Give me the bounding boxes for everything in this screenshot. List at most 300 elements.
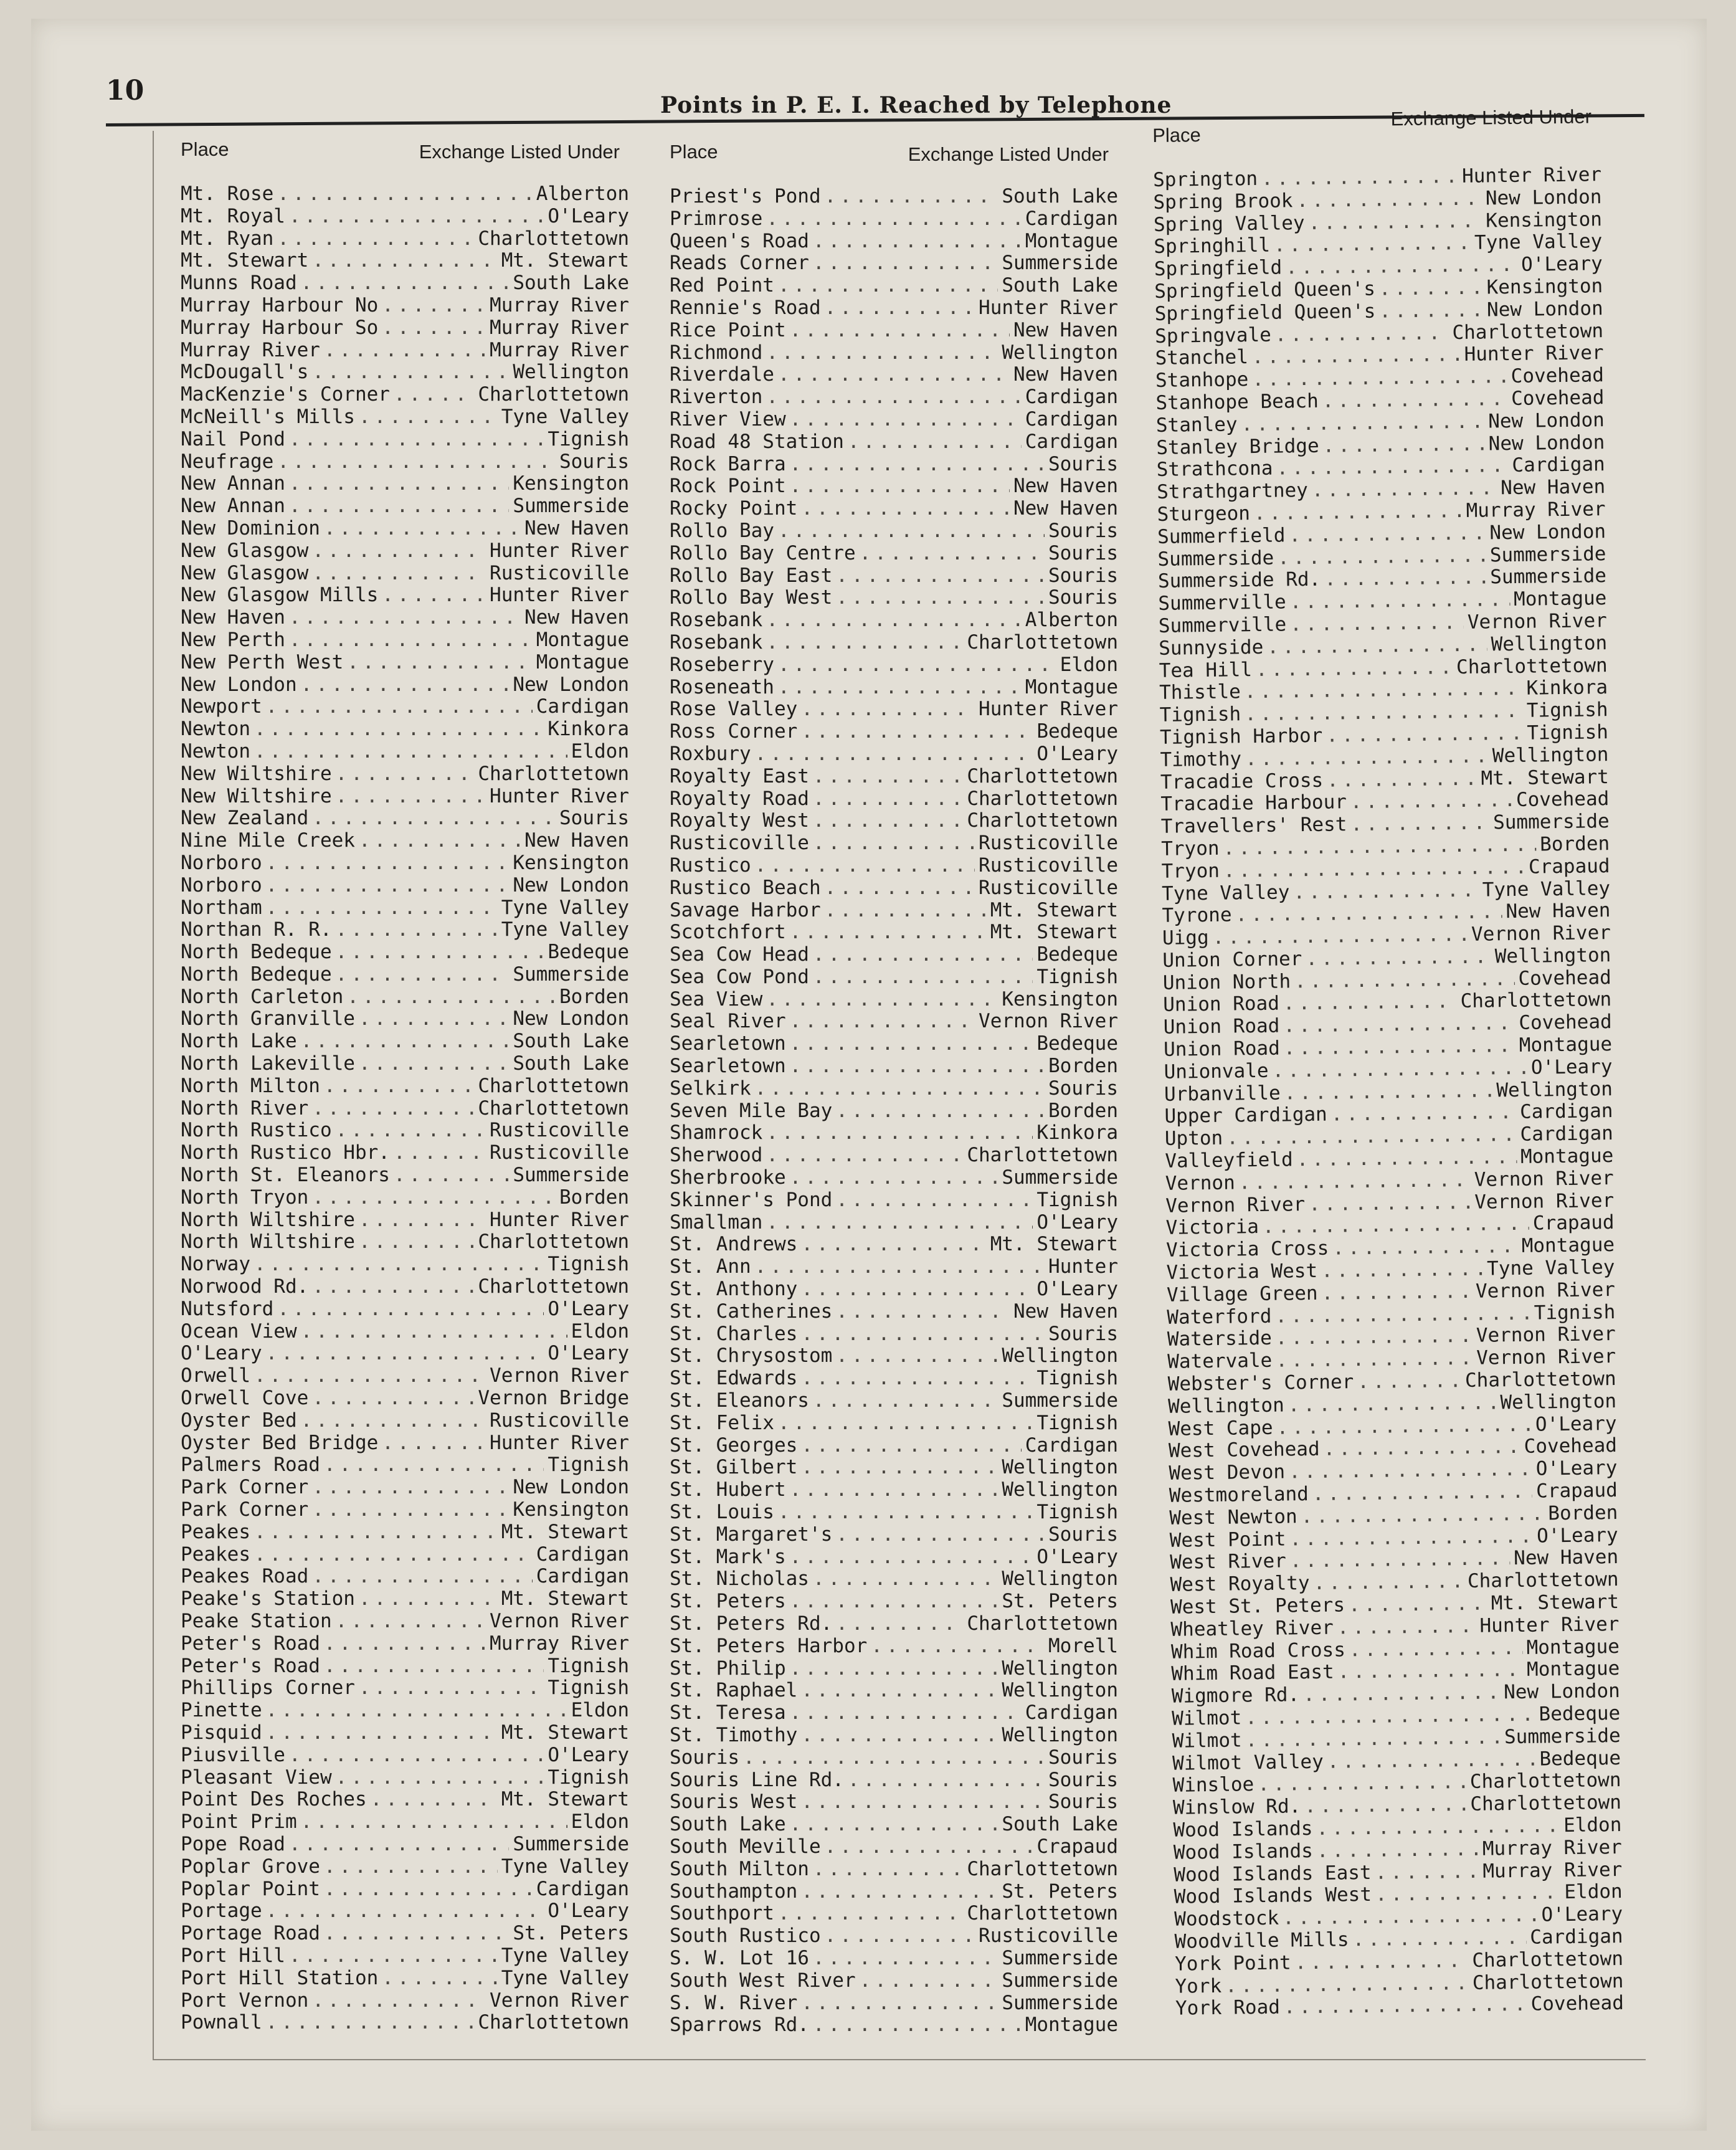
list-item [670,721,1118,743]
place-name: Waterford [1167,1305,1272,1329]
list-item [670,386,1118,409]
place-name: Rose Valley [670,698,798,721]
leader-dots [813,1948,998,1970]
place-name: Union Corner [1162,948,1302,972]
place-name: Wilmot [1172,1706,1242,1730]
exchange-name: Cardigan [1025,386,1118,409]
leader-dots [336,1767,544,1789]
exchange-name: Crapaud [1535,1479,1618,1503]
list-item [670,1457,1118,1479]
place-name: MacKenzie's Corner [181,383,390,406]
list-item [670,1501,1118,1524]
leader-dots [1317,1838,1479,1863]
leader-dots [836,1613,963,1635]
exchange-name: Souris [559,807,629,830]
leader-dots [836,1524,1045,1546]
leader-dots [359,1231,474,1253]
place-name: Wood Islands [1173,1817,1313,1842]
exchange-name: Charlottetown [478,2011,629,2034]
leader-dots [266,1700,567,1722]
leader-dots [289,1945,498,1967]
exchange-name: Summerside [1002,1969,1118,1992]
leader-dots [836,1301,1010,1323]
list-item [670,944,1118,966]
exchange-name: Charlottetown [1452,319,1604,344]
place-name: Timothy [1160,748,1242,771]
leader-dots [312,1276,474,1298]
exchange-name: Vernon River [1471,921,1611,946]
place-name: South Rustico [670,1924,821,1948]
leader-dots [801,1278,1033,1301]
leader-dots [289,429,544,451]
leader-dots [359,1677,544,1700]
list-item [181,986,629,1009]
leader-dots [1322,433,1484,457]
exchange-name: Montague [536,628,629,651]
list-item [670,677,1118,699]
exchange-name: Tyne Valley [501,1855,629,1878]
list-item [181,361,629,384]
place-name: Urbanville [1164,1082,1281,1106]
place-name: Roxbury [670,742,751,765]
exchange-name: Murray River [490,1632,629,1655]
exchange-name: Montague [536,650,629,673]
place-name: Rustico [670,854,751,877]
leader-dots [1312,477,1497,502]
leader-dots [848,431,1022,454]
leader-dots [1256,657,1453,682]
leader-dots [813,1858,963,1881]
leader-dots [254,1365,486,1387]
list-item [181,250,629,272]
list-item [670,431,1118,454]
leader-dots [382,584,486,607]
leader-dots [336,786,486,808]
leader-dots [277,1298,544,1321]
place-name: West Covehead [1168,1438,1320,1463]
exchange-name: Borden [1048,1055,1118,1078]
leader-dots [1286,254,1517,279]
leader-dots [336,1120,486,1142]
exchange-name: Eldon [1564,1880,1623,1904]
leader-dots [1331,1101,1517,1126]
place-name: Portage Road [181,1922,320,1945]
list-item [181,1834,629,1856]
list-item [181,1990,629,2012]
place-name: Peter's Road [181,1654,320,1677]
list-item [181,1499,629,1521]
exchange-name: Borden [1539,832,1610,856]
place-name: North Bedeque [181,963,332,986]
leader-dots [266,875,510,897]
place-name: North Milton [181,1074,320,1097]
list-item [670,1345,1118,1368]
exchange-name: Bedeque [1036,943,1118,966]
list-item [670,766,1118,788]
leader-dots [254,718,544,741]
leader-dots [813,766,963,788]
exchange-name: Souris [559,450,629,473]
leader-dots [766,342,998,364]
leader-dots [254,1253,544,1276]
entry-list [670,186,1118,2037]
place-name: Riverdale [670,363,774,386]
exchange-name: New London [1485,185,1602,210]
leader-dots [790,1658,998,1680]
exchange-name: New London [1486,297,1603,321]
place-name: Point Prim [181,1810,297,1834]
list-item [670,1033,1118,1055]
place-name: Winsloe [1172,1773,1255,1797]
list-item [181,1655,629,1678]
exchange-name: O'Leary [1535,1412,1617,1436]
list-item [670,1769,1118,1792]
leader-dots [301,272,510,295]
leader-dots [743,1747,1045,1769]
exchange-name: Vernon River [1467,609,1607,634]
place-name: Tyrone [1162,903,1232,928]
list-item [181,1811,629,1834]
leader-dots [801,1234,986,1256]
exchange-name: New London [1489,520,1606,545]
exchange-name: New Haven [1013,318,1118,341]
leader-dots [301,1321,567,1343]
exchange-name: New London [513,1007,629,1030]
list-item [670,1055,1118,1078]
leader-dots [1245,745,1489,771]
exchange-name: Tignish [1036,965,1118,988]
exchange-name: Montague [1521,1234,1615,1258]
exchange-name: Charlottetown [967,1902,1118,1925]
place-name: Pisquid [181,1721,262,1744]
exchange-name: Hunter [1048,1255,1118,1278]
exchange-name: Mt. Stewart [501,1587,629,1610]
place-name: St. Louis [670,1501,774,1524]
leader-dots [1283,1012,1515,1037]
leader-dots [347,652,532,674]
page-title: Points in P. E. I. Reached by Telephone [660,92,1172,118]
list-item [670,186,1118,208]
leader-dots [324,1633,486,1655]
leader-dots [312,1477,509,1499]
leader-dots [1352,1927,1526,1951]
leader-dots [394,384,474,406]
exchange-name: O'Leary [548,1297,629,1320]
list-item [181,340,629,362]
place-name: Springhill [1154,234,1271,259]
leader-dots [1289,1458,1532,1484]
exchange-name: Mt. Stewart [1481,765,1610,790]
place-name: Union Road [1163,992,1280,1017]
leader-dots [801,1323,1045,1346]
list-item [670,900,1118,922]
place-name: Murray Harbour No [181,293,379,316]
place-name: St. Gilbert [670,1456,798,1479]
place-name: Point Des Roches [181,1788,367,1811]
leader-dots [1263,1213,1529,1239]
list-item [181,1120,629,1142]
leader-dots [813,231,1022,253]
leader-dots [1276,1348,1473,1372]
list-item [670,1212,1118,1234]
leader-dots [312,361,509,384]
place-name: St. Eleanors [670,1389,809,1412]
list-item [181,897,629,920]
list-item [670,1368,1118,1390]
list-item [670,1702,1118,1724]
leader-dots [755,743,1033,766]
place-name: North Carleton [181,985,344,1008]
exchange-name: Summerside [1002,1946,1118,1969]
exchange-name: Covehead [1511,364,1605,388]
exchange-name: Bedeque [1539,1701,1621,1726]
leader-dots [301,1811,567,1834]
place-name: Road 48 Station [670,430,844,453]
leader-dots [1379,299,1483,323]
leader-dots [1235,901,1502,927]
leader-dots [860,1970,998,1992]
exchange-name: Vernon River [1474,1189,1615,1214]
list-item [670,2014,1118,2037]
list-item [670,1970,1118,1992]
leader-dots [1272,1057,1527,1083]
exchange-name: Vernon River [490,1989,629,2012]
exchange-name: New Haven [1013,363,1118,386]
list-item [670,1390,1118,1412]
place-name: Oyster Bed [181,1409,297,1432]
place-name: Sunnyside [1159,635,1264,660]
exchange-name: Eldon [571,1810,629,1834]
exchange-name: Mt. Stewart [990,898,1118,921]
exchange-name: Montague [1519,1033,1613,1057]
place-name: North Tryon [181,1186,309,1209]
leader-dots [836,1189,1033,1212]
exchange-name: Charlottetown [478,1275,629,1298]
exchange-name: Cardigan [1512,453,1605,477]
place-name: Selkirk [670,1077,751,1100]
place-name: York Point [1174,1951,1291,1976]
leader-dots [825,186,998,208]
list-item [181,875,629,897]
leader-dots [801,1791,1045,1814]
place-name: St. Hubert [670,1478,786,1501]
leader-dots [324,1878,533,1901]
exchange-name: Summerside [1504,1724,1621,1749]
place-name: Tea Hill [1159,658,1253,682]
exchange-name: O'Leary [1541,1903,1623,1926]
place-name: St. Edwards [670,1367,798,1390]
leader-dots [1349,1593,1487,1617]
leader-dots [277,183,532,206]
leader-dots [1275,322,1449,346]
leader-dots [324,1454,544,1477]
list-item [181,473,629,495]
exchange-name: Charlottetown [967,1857,1118,1880]
list-item [670,654,1118,677]
place-name: St. Catherines [670,1300,833,1323]
exchange-name: Charlottetown [478,1230,629,1253]
leader-dots [813,2014,1022,2037]
leader-dots [1241,411,1484,436]
exchange-name: Rusticoville [490,561,629,584]
place-name: Rocky Point [670,497,798,520]
leader-dots [1245,1704,1535,1729]
leader-dots [836,1100,1045,1123]
list-item [670,877,1118,900]
place-name: Unionvale [1164,1059,1269,1083]
list-item [181,1521,629,1544]
place-name: West Cape [1168,1416,1273,1440]
place-name: S. W. River [670,1991,798,2014]
list-item [181,1878,629,1901]
place-name: West Royalty [1170,1572,1310,1597]
exchange-name: New Haven [1513,1546,1619,1570]
exchange-name: Summerside [513,1832,629,1855]
exchange-name: Wellington [1002,1478,1118,1501]
list-item [181,272,629,295]
exchange-name: New Haven [524,516,629,540]
place-name: New Annan [181,495,285,518]
exchange-name: New Haven [1013,1300,1118,1323]
leader-dots [1288,1392,1497,1417]
place-name: Rennie's Road [670,296,821,319]
exchange-name: Summerside [1489,542,1606,566]
place-name: St. Felix [670,1411,774,1434]
list-item [670,208,1118,231]
place-name: Mt. Royal [181,204,285,227]
directory-column-1 [181,138,629,2034]
exchange-name: Tignish [548,427,629,450]
place-name: McNeill's Mills [181,405,355,428]
list-item [670,498,1118,520]
leader-dots [1245,1726,1501,1752]
place-name: West River [1169,1549,1287,1574]
place-name: Springvale [1154,323,1271,348]
exchange-name: Cardigan [536,695,629,718]
column-header-place: Place [670,141,718,163]
place-name: Scotchfort [670,921,786,944]
exchange-name: Souris [1048,586,1118,609]
place-name: Sturgeon [1157,502,1251,526]
place-name: Summerside Rd. [1157,568,1321,593]
place-name: Stanchel [1155,346,1249,370]
place-name: Riverton [670,386,763,409]
list-item [181,1053,629,1075]
leader-dots [312,1499,509,1521]
exchange-name: Kinkora [1526,676,1608,700]
place-name: Palmers Road [181,1453,320,1477]
leader-dots [801,1457,998,1479]
exchange-name: Hunter River [979,296,1118,319]
exchange-name: O'Leary [548,204,629,227]
leader-dots [1284,1035,1515,1060]
leader-dots [324,1856,498,1878]
entry-list [181,183,629,2034]
exchange-name: Summerside [1002,1389,1118,1412]
leader-dots [1327,768,1477,792]
exchange-name: New Haven [1500,475,1606,500]
exchange-name: Tignish [548,1766,629,1789]
place-name: Northam [181,896,262,919]
place-name: St. Margaret's [670,1523,833,1546]
place-name: Wood Islands [1173,1839,1314,1864]
place-name: Spring Brook [1153,189,1293,214]
leader-dots [1261,166,1458,191]
leader-dots [277,451,556,473]
place-name: Royalty Road [670,787,809,810]
leader-dots [324,1923,509,1945]
exchange-name: Alberton [536,183,629,205]
exchange-name: Cardigan [1025,1701,1118,1724]
list-item [181,1098,629,1120]
leader-dots [1245,700,1523,726]
place-name: Newton [181,740,250,763]
leader-dots [1252,366,1507,391]
place-name: St. Peters [670,1590,786,1613]
exchange-name: Tyne Valley [501,918,629,941]
leader-dots [336,1610,486,1633]
exchange-name: Wellington [1002,1567,1118,1591]
place-name: Sherbrooke [670,1166,786,1189]
list-item [670,1479,1118,1501]
place-name: Royalty East [670,764,809,787]
leader-dots [755,1078,1045,1100]
place-name: St. Chrysostom [670,1344,833,1368]
exchange-name: Charlottetown [967,809,1118,832]
exchange-name: Tignish [1036,1411,1118,1434]
leader-dots [1276,1325,1473,1350]
place-name: St. Charles [670,1322,798,1345]
place-name: Tyne Valley [1161,880,1290,905]
leader-dots [825,297,975,320]
list-item [670,1144,1118,1167]
leader-dots [1274,232,1471,257]
leader-dots [860,543,1045,565]
leader-dots [755,855,975,877]
exchange-name: Souris [1048,452,1118,475]
place-name: Mt. Ryan [181,227,274,250]
list-item [670,1680,1118,1702]
leader-dots [778,1412,1033,1435]
leader-dots [1306,946,1491,970]
exchange-name: South Lake [1002,274,1118,297]
exchange-name: Murray River [1482,1858,1623,1883]
leader-dots [801,1368,1033,1390]
leader-dots [790,921,987,944]
place-name: St. Mark's [670,1545,786,1568]
list-item [670,565,1118,587]
place-name: New Annan [181,472,285,495]
place-name: Port Vernon [181,1989,309,2012]
list-item [670,1122,1118,1144]
list-item [670,364,1118,386]
exchange-name: Covehead [1530,1992,1625,2016]
list-item [670,810,1118,832]
exchange-name: South Lake [513,272,629,295]
place-name: Victoria Cross [1165,1237,1329,1262]
place-name: Rock Barra [670,452,786,475]
exchange-name: Bedeque [1539,1746,1621,1771]
list-item [181,696,629,718]
place-name: Murray River [181,338,320,361]
exchange-name: Kinkora [548,718,629,741]
place-name: Village Green [1166,1282,1318,1306]
exchange-name: Tignish [548,1654,629,1677]
exchange-name: Wellington [1494,943,1611,968]
exchange-name: Charlottetown [478,762,629,785]
leader-dots [359,1053,509,1075]
exchange-name: South Lake [1002,1813,1118,1836]
